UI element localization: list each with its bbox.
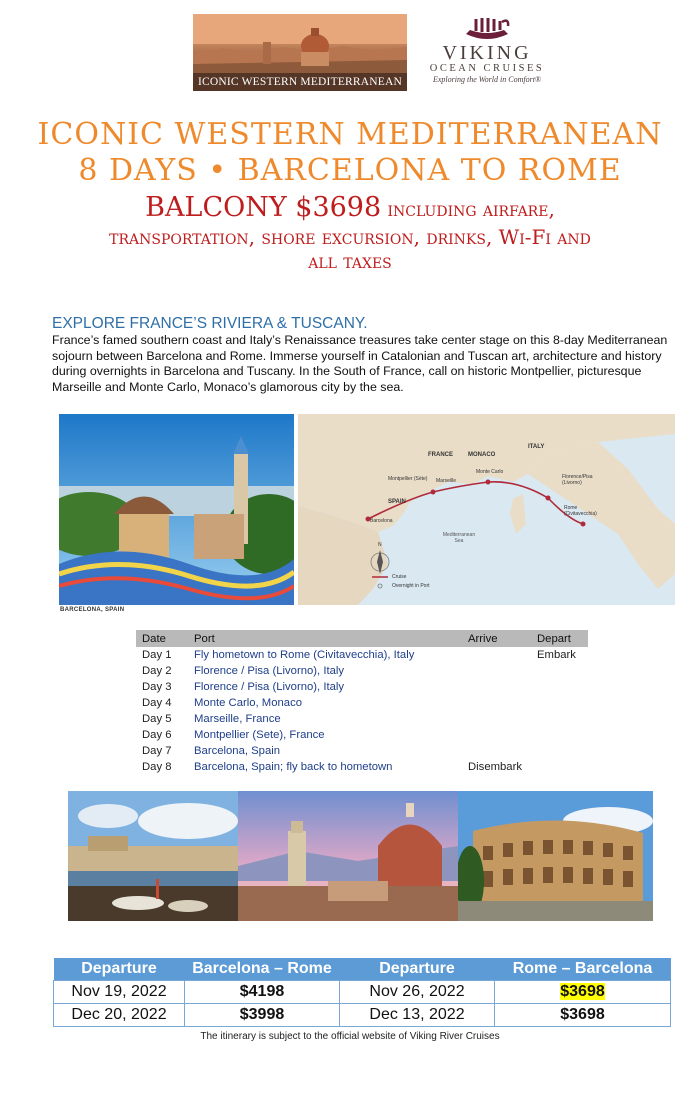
photo-rome-colosseum (458, 791, 653, 921)
viking-ship-icon (462, 16, 512, 42)
pricing-table (53, 958, 671, 1027)
pricing-price: $3698 (495, 1004, 671, 1027)
logo-subtitle: OCEAN CRUISES (429, 63, 545, 74)
itinerary-date: Day 1 (142, 649, 172, 661)
logo-tagline: Exploring the World in Comfort® (432, 75, 541, 84)
itinerary-depart (531, 759, 588, 775)
itinerary-arrive (462, 711, 531, 727)
pricing-price: $3998 (185, 1004, 340, 1027)
map-sea-label: Mediterranean Sea (442, 532, 476, 544)
itinerary-port: Monte Carlo, Monaco (194, 697, 302, 709)
itinerary-port: Florence / Pisa (Livorno), Italy (194, 681, 345, 693)
itinerary-port: Barcelona, Spain (194, 745, 281, 757)
map-legend-overnight: Overnight in Port (392, 583, 430, 589)
photo-marseille-harbor (68, 791, 238, 921)
map-label-italy: ITALY (528, 444, 545, 450)
itinerary-date: Day 4 (142, 697, 172, 709)
itinerary-depart (531, 663, 588, 679)
pricing-departure-date: Dec 20, 2022 (54, 1004, 185, 1027)
itinerary-row (136, 759, 588, 775)
viking-logo (412, 14, 562, 94)
hero-image-florence (193, 14, 407, 91)
itinerary-row (136, 679, 588, 695)
itinerary-header-depart: Depart (531, 630, 588, 647)
pricing-price: $4198 (185, 981, 340, 1004)
offer-line-1 (0, 192, 700, 223)
map-port-monte-carlo: Monte Carlo (476, 469, 504, 475)
pricing-departure-date: Nov 26, 2022 (340, 981, 495, 1004)
pricing-header-departure: Departure (54, 958, 185, 981)
itinerary-depart (531, 727, 588, 743)
offer-line-3: all taxes (308, 249, 392, 273)
itinerary-depart (531, 743, 588, 759)
map-compass-n: N (378, 542, 382, 548)
offer-line-2: transportation, shore excursion, drinks, Wi-Fi and (109, 225, 591, 249)
itinerary-date: Day 7 (142, 745, 172, 757)
map-port-barcelona: Barcelona (370, 518, 393, 524)
itinerary-row (136, 663, 588, 679)
itinerary-arrive: Disembark (468, 761, 522, 773)
pricing-header-departure: Departure (340, 958, 495, 981)
map-port-florence: Florence/Pisa (Livorno) (562, 474, 593, 486)
itinerary-arrive (462, 727, 531, 743)
itinerary-port: Fly hometown to Rome (Civitavecchia), Italy (194, 649, 415, 661)
itinerary-date: Day 8 (142, 761, 172, 773)
itinerary-arrive (462, 663, 531, 679)
map-label-monaco: MONACO (468, 452, 496, 458)
itinerary-header-port: Port (188, 630, 462, 647)
pricing-header-barcelona-rome: Barcelona – Rome (185, 958, 340, 981)
itinerary-date: Day 6 (142, 729, 172, 741)
itinerary-row (136, 711, 588, 727)
itinerary-row (136, 647, 588, 663)
itinerary-depart (531, 679, 588, 695)
itinerary-date: Day 2 (142, 665, 172, 677)
photo-caption-barcelona: BARCELONA, SPAIN (60, 607, 125, 613)
itinerary-row (136, 695, 588, 711)
map-port-montpellier: Montpellier (Sète) (388, 476, 428, 482)
itinerary-arrive (462, 679, 531, 695)
itinerary-header-date: Date (136, 630, 188, 647)
explore-body: France’s famed southern coast and Italy’s Renaissance treasures take center stage on this 8-day Mediterranean sojourn between Barcelona and Rome. Immerse yourself in Catalonian and Tuscan art, architecture and history during overnights in Barcelona and Tuscany. In the South of France, call on historic Montpellier, picturesque Marseille and Monte Carlo, Monaco’s glamorous city by the sea. (52, 333, 668, 394)
map-port-marseille: Marseille (436, 478, 457, 484)
itinerary-arrive (462, 743, 531, 759)
itinerary-port: Barcelona, Spain; fly back to hometown (194, 761, 393, 773)
pricing-row (54, 1004, 671, 1027)
itinerary-port: Marseille, France (194, 713, 281, 725)
pricing-header-row (54, 958, 671, 981)
itinerary-depart (531, 695, 588, 711)
itinerary-depart: Embark (537, 649, 576, 661)
itinerary-table (136, 630, 588, 775)
itinerary-row (136, 743, 588, 759)
pricing-header-rome-barcelona: Rome – Barcelona (495, 958, 671, 981)
hero-caption: ICONIC WESTERN MEDITERRANEAN (193, 73, 407, 91)
offer-includes: including airfare, (381, 197, 555, 221)
footnote: The itinerary is subject to the official website of Viking River Cruises (200, 1031, 500, 1042)
map-label-france: FRANCE (428, 452, 453, 458)
map-label-spain: SPAIN (388, 499, 406, 505)
photo-park-guell (59, 414, 294, 605)
map-legend-cruise: Cruise (392, 574, 407, 580)
itinerary-header-row (136, 630, 588, 647)
highlighted-price: $3698 (560, 983, 605, 1000)
pricing-price-highlight (495, 981, 671, 1004)
photo-florence-duomo (238, 791, 458, 921)
itinerary-depart (531, 711, 588, 727)
itinerary-header-arrive: Arrive (462, 630, 531, 647)
itinerary-row (136, 727, 588, 743)
route-map (298, 414, 675, 605)
itinerary-arrive (462, 647, 531, 663)
pricing-row (54, 981, 671, 1004)
itinerary-date: Day 3 (142, 681, 172, 693)
title-line-1: ICONIC WESTERN MEDITERRANEAN (37, 117, 663, 152)
pricing-departure-date: Dec 13, 2022 (340, 1004, 495, 1027)
itinerary-port: Florence / Pisa (Livorno), Italy (194, 665, 345, 677)
itinerary-port: Montpellier (Sete), France (194, 729, 325, 741)
itinerary-date: Day 5 (142, 713, 172, 725)
itinerary-arrive (462, 695, 531, 711)
title-line-2: 8 DAYS • BARCELONA TO ROME (78, 153, 622, 188)
logo-brand: VIKING (442, 42, 532, 64)
offer-price: BALCONY $3698 (145, 192, 382, 223)
map-port-rome: Rome (Civitavecchia) (564, 505, 597, 517)
pricing-departure-date: Nov 19, 2022 (54, 981, 185, 1004)
explore-heading: EXPLORE FRANCE’S RIVIERA & TUSCANY. (52, 315, 368, 332)
